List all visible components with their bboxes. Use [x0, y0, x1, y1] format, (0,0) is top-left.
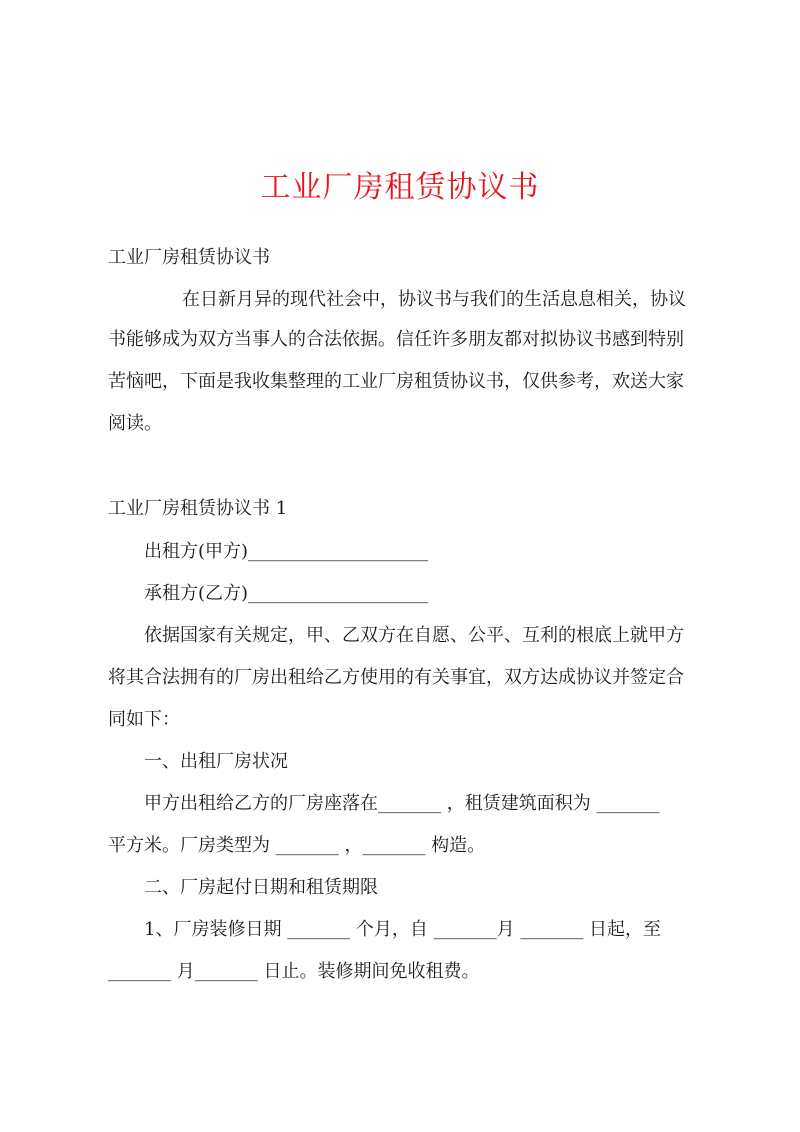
party-a-line: 出租方(甲方)____________________	[144, 541, 429, 562]
preamble-line: 将其合法拥有的厂房出租给乙方使用的有关事宜，双方达成协议并签定合	[108, 667, 684, 688]
preamble-line: 同如下：	[108, 709, 180, 730]
intro-line: 书能够成为双方当事人的合法依据。信任许多朋友都对拟协议书感到特别	[108, 329, 684, 350]
intro-line: 在日新月异的现代社会中，协议书与我们的生活息息相关，协议	[182, 289, 686, 310]
clause-heading: 二、厂房起付日期和租赁期限	[144, 877, 378, 898]
party-b-line: 承租方(乙方)____________________	[144, 583, 429, 604]
document-title: 工业厂房租赁协议书	[260, 170, 540, 205]
clause-heading: 一、出租厂房状况	[144, 751, 288, 772]
document-subtitle: 工业厂房租赁协议书	[108, 247, 270, 268]
section-heading: 工业厂房租赁协议书 1	[108, 498, 288, 519]
clause-line: 1、厂房装修日期 _______ 个月，自 _______月 _______ 日起，至	[144, 919, 662, 940]
preamble-line: 依据国家有关规定，甲、乙双方在自愿、公平、互利的根底上就甲方	[144, 625, 684, 646]
intro-line: 苦恼吧，下面是我收集整理的工业厂房租赁协议书，仅供参考，欢送大家	[108, 371, 684, 392]
intro-line: 阅读。	[108, 413, 162, 434]
clause-line: _______ 月_______ 日止。装修期间免收租费。	[108, 961, 480, 982]
clause-line: 甲方出租给乙方的厂房座落在_______ ，租赁建筑面积为 _______	[144, 793, 660, 814]
clause-line: 平方米。厂房类型为 _______ ，_______ 构造。	[108, 835, 486, 856]
